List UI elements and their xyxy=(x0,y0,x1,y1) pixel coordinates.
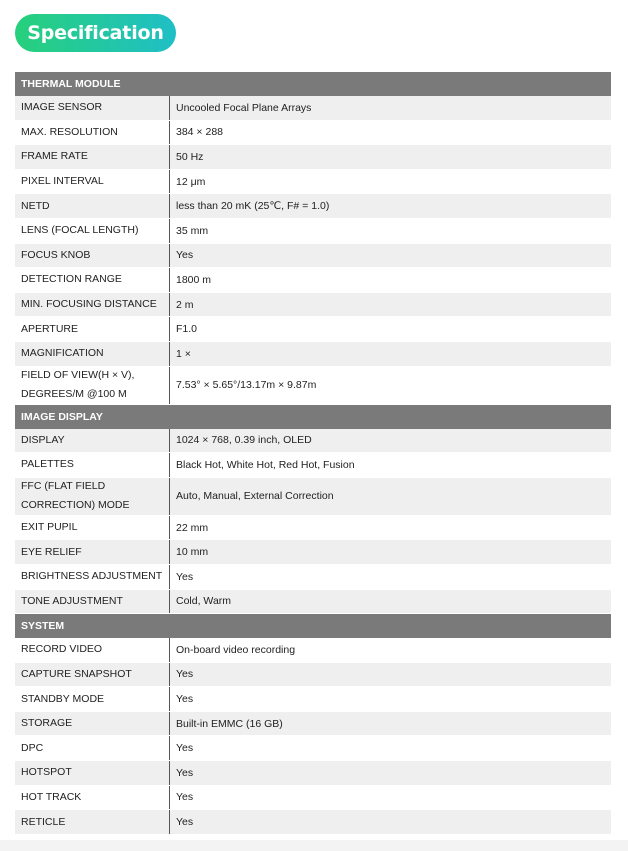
row-label: RETICLE xyxy=(15,810,170,834)
row-label: APERTURE xyxy=(15,317,170,341)
row-label: NETD xyxy=(15,194,170,218)
table-row xyxy=(15,244,611,269)
row-value: Black Hot, White Hot, Red Hot, Fusion xyxy=(176,458,355,471)
table-row xyxy=(15,453,611,478)
table-row xyxy=(15,219,611,244)
row-value: 50 Hz xyxy=(176,150,204,163)
row-label: EYE RELIEF xyxy=(15,540,170,564)
row-label: DETECTION RANGE xyxy=(15,268,170,292)
row-value: Yes xyxy=(176,693,194,706)
row-value: On-board video recording xyxy=(176,643,296,656)
row-label: TONE ADJUSTMENT xyxy=(15,590,170,614)
spec-table xyxy=(15,72,611,835)
row-label: MAX. RESOLUTION xyxy=(15,121,170,145)
table-row xyxy=(15,367,611,405)
footer-shade xyxy=(0,840,628,851)
row-value: Yes xyxy=(176,766,194,779)
row-label: MIN. FOCUSING DISTANCE xyxy=(15,293,170,317)
row-value: Yes xyxy=(176,742,194,755)
row-value: 2 m xyxy=(176,298,194,311)
table-row xyxy=(15,516,611,541)
row-value: F1.0 xyxy=(176,323,198,336)
section-header-image-display: IMAGE DISPLAY xyxy=(15,405,611,429)
section-header-thermal-module: THERMAL MODULE xyxy=(15,72,611,96)
table-row xyxy=(15,429,611,454)
row-value: 10 mm xyxy=(176,546,209,559)
table-row xyxy=(15,565,611,590)
table-row xyxy=(15,663,611,688)
row-label: HOT TRACK xyxy=(15,786,170,810)
row-value: Uncooled Focal Plane Arrays xyxy=(176,101,312,114)
table-row xyxy=(15,590,611,615)
row-value: 1800 m xyxy=(176,273,212,286)
row-label: RECORD VIDEO xyxy=(15,638,170,662)
row-label: FOCUS KNOB xyxy=(15,244,170,268)
section-header-system: SYSTEM xyxy=(15,614,611,638)
row-value: Built-in EMMC (16 GB) xyxy=(176,717,283,730)
row-value: 35 mm xyxy=(176,224,209,237)
table-row xyxy=(15,293,611,318)
row-label: BRIGHTNESS ADJUSTMENT xyxy=(15,565,170,589)
row-label: LENS (FOCAL LENGTH) xyxy=(15,219,170,243)
row-label: HOTSPOT xyxy=(15,761,170,785)
row-label: MAGNIFICATION xyxy=(15,342,170,366)
row-value: 12 μm xyxy=(176,175,206,188)
row-value: Yes xyxy=(176,791,194,804)
table-row xyxy=(15,761,611,786)
table-row xyxy=(15,194,611,219)
table-row xyxy=(15,736,611,761)
table-row xyxy=(15,712,611,737)
row-value: 7.53° × 5.65°/13.17m × 9.87m xyxy=(176,379,317,392)
row-label: DPC xyxy=(15,736,170,760)
table-row xyxy=(15,540,611,565)
row-value: less than 20 mK (25℃, F# = 1.0) xyxy=(176,200,330,213)
table-row xyxy=(15,342,611,367)
row-value: 22 mm xyxy=(176,521,209,534)
table-row xyxy=(15,478,611,516)
row-label: IMAGE SENSOR xyxy=(15,96,170,120)
row-label: PALETTES xyxy=(15,453,170,477)
row-value: Auto, Manual, External Correction xyxy=(176,490,334,503)
table-row xyxy=(15,638,611,663)
row-value: Yes xyxy=(176,249,194,262)
table-row xyxy=(15,170,611,195)
table-row xyxy=(15,121,611,146)
row-value: Cold, Warm xyxy=(176,595,232,608)
row-label: FFC (FLAT FIELD CORRECTION) MODE xyxy=(15,478,170,515)
table-row xyxy=(15,268,611,293)
row-label: FRAME RATE xyxy=(15,145,170,169)
table-row xyxy=(15,810,611,835)
row-value: 384 × 288 xyxy=(176,126,224,139)
table-row xyxy=(15,786,611,811)
row-label: DISPLAY xyxy=(15,429,170,453)
table-row xyxy=(15,687,611,712)
row-value: 1 × xyxy=(176,347,191,360)
row-label: STORAGE xyxy=(15,712,170,736)
row-value: Yes xyxy=(176,816,194,829)
table-row xyxy=(15,317,611,342)
row-label: CAPTURE SNAPSHOT xyxy=(15,663,170,687)
row-value: Yes xyxy=(176,668,194,681)
row-label: FIELD OF VIEW(H × V), DEGREES/M @100 M xyxy=(15,367,170,404)
row-label: EXIT PUPIL xyxy=(15,516,170,540)
row-value: Yes xyxy=(176,570,194,583)
row-value: 1024 × 768, 0.39 inch, OLED xyxy=(176,434,312,447)
row-label: STANDBY MODE xyxy=(15,687,170,711)
table-row xyxy=(15,145,611,170)
table-row xyxy=(15,96,611,121)
row-label: PIXEL INTERVAL xyxy=(15,170,170,194)
specification-badge: Specification xyxy=(15,14,176,52)
